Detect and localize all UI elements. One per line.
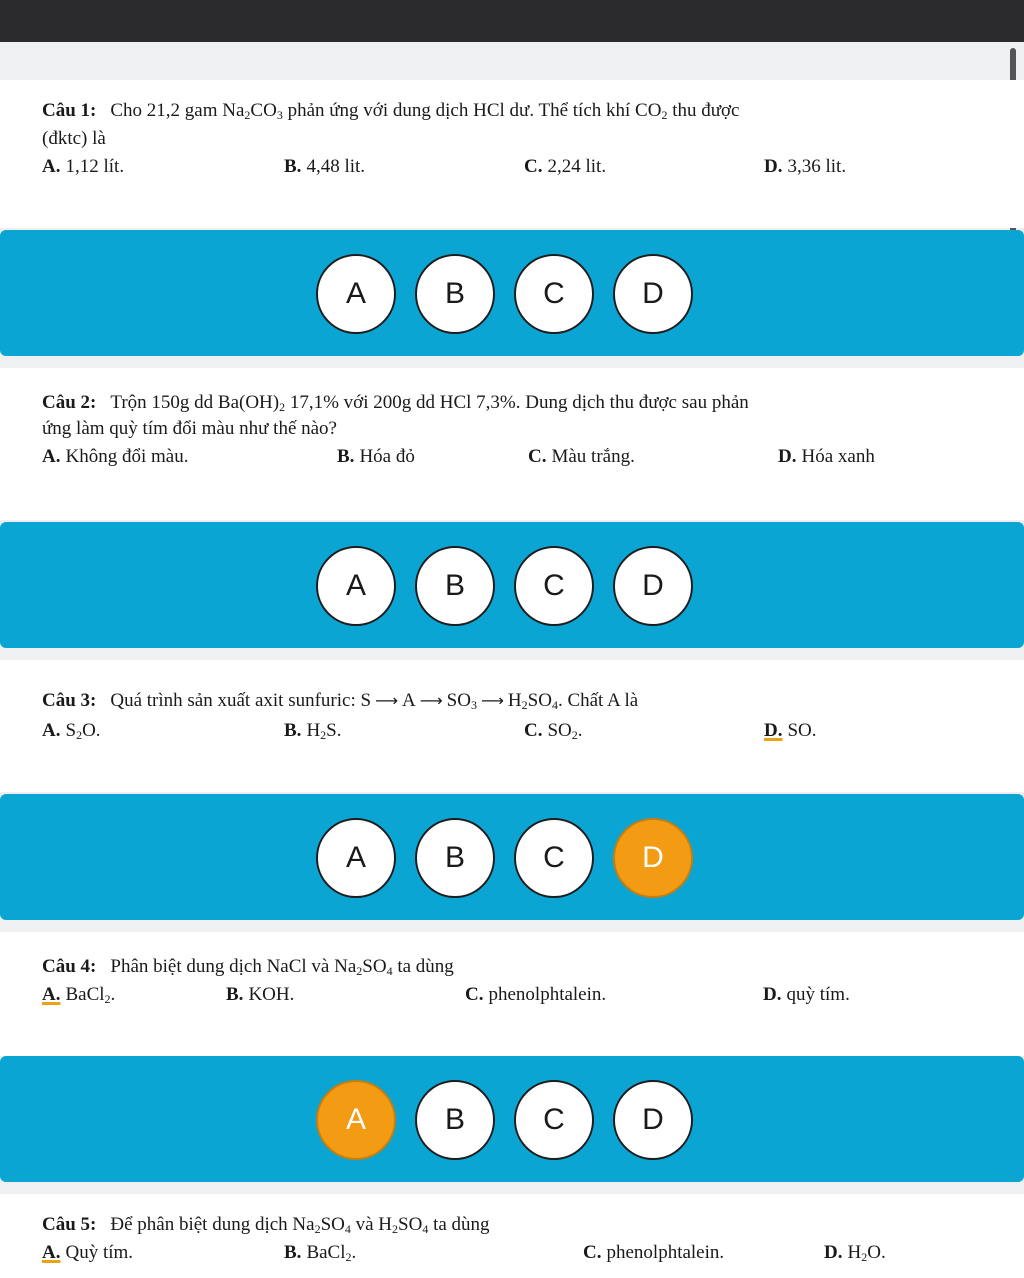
question-number: Câu 2:: [42, 392, 97, 413]
subscript: 2: [861, 1250, 868, 1264]
option-d: [824, 1242, 886, 1265]
option-text: KOH.: [248, 984, 295, 1005]
option-text: H: [847, 1242, 862, 1263]
option-letter: B.: [226, 984, 244, 1005]
top-spacer: [0, 42, 1024, 80]
question-text: SO: [362, 956, 387, 977]
question-text: . Chất A là: [557, 690, 639, 711]
question-text: SO: [527, 690, 552, 711]
option-text: 3,36 lit.: [787, 156, 847, 177]
option-a: [42, 156, 124, 178]
option-text: BaCl: [306, 1242, 346, 1263]
question-text: 17,1% với 200g dd HCl 7,3%. Dung dịch thu được sau phản: [285, 392, 749, 413]
subscript: 2: [76, 728, 83, 742]
option-text: 4,48 lit.: [306, 156, 366, 177]
option-a: [42, 720, 101, 743]
option-text: phenolphtalein.: [488, 984, 607, 1005]
answer-button-b[interactable]: B: [415, 818, 495, 898]
question-2-line-2: ứng làm quỳ tím đổi màu như thế nào?: [42, 418, 337, 439]
option-letter: A.: [42, 720, 61, 741]
question-text: CO: [250, 100, 277, 121]
answer-panel-1: [0, 230, 1024, 356]
question-1-line-1: [42, 100, 740, 123]
option-c: [465, 984, 606, 1006]
question-text: H: [507, 690, 522, 711]
answer-button-c[interactable]: C: [514, 818, 594, 898]
question-text: Cho 21,2 gam Na: [110, 100, 245, 121]
question-text: SO: [398, 1214, 423, 1235]
question-text: Trộn 150g dd Ba(OH): [110, 392, 280, 413]
question-text: và H: [350, 1214, 393, 1235]
option-letter: A.: [42, 446, 61, 467]
option-text: .: [351, 1242, 357, 1263]
answer-button-a[interactable]: A: [316, 546, 396, 626]
option-c: [528, 446, 635, 468]
answer-button-d[interactable]: D: [613, 254, 693, 334]
answer-button-b[interactable]: B: [415, 546, 495, 626]
option-a: [42, 1242, 133, 1264]
subscript: 4: [386, 964, 393, 978]
question-number: Câu 5:: [42, 1214, 97, 1235]
option-b: [284, 1242, 356, 1265]
answer-button-a[interactable]: A: [316, 254, 396, 334]
arrow-icon: ⟶: [375, 691, 398, 710]
subscript: 4: [551, 698, 558, 712]
answer-button-c[interactable]: C: [514, 1080, 594, 1160]
question-text: SO: [446, 690, 471, 711]
option-a: [42, 984, 115, 1007]
option-letter: D.: [764, 156, 783, 177]
option-letter: D.: [778, 446, 797, 467]
question-text: phản ứng với dung dịch HCl dư. Thể tích khí CO: [282, 100, 662, 121]
subscript: 4: [344, 1222, 351, 1236]
option-text: .: [110, 984, 116, 1005]
option-text: O.: [82, 720, 101, 741]
question-2-line-1: [42, 392, 749, 415]
answer-button-a[interactable]: A: [316, 818, 396, 898]
answer-button-d-selected[interactable]: D: [613, 818, 693, 898]
option-c: [524, 156, 606, 178]
option-b: [284, 156, 365, 178]
subscript: 2: [279, 400, 286, 414]
option-letter: B.: [284, 1242, 302, 1263]
subscript: 2: [571, 728, 578, 742]
option-letter: A.: [42, 1242, 61, 1263]
answer-button-b[interactable]: B: [415, 1080, 495, 1160]
option-letter: C.: [583, 1242, 602, 1263]
option-letter: A.: [42, 984, 61, 1005]
option-d: [778, 446, 875, 468]
option-text: 1,12 lít.: [65, 156, 125, 177]
option-text: Màu trắng.: [551, 446, 635, 467]
subscript: 3: [276, 108, 283, 122]
question-text: Quá trình sản xuất axit sunfuric: S: [110, 690, 372, 711]
subscript: 2: [345, 1250, 352, 1264]
option-text: phenolphtalein.: [606, 1242, 725, 1263]
answer-button-c[interactable]: C: [514, 546, 594, 626]
option-letter: B.: [284, 720, 302, 741]
answer-button-a-selected[interactable]: A: [316, 1080, 396, 1160]
question-4-line-1: [42, 956, 454, 979]
question-card-5: [0, 1194, 1024, 1278]
subscript: 2: [356, 964, 363, 978]
option-letter: D.: [763, 984, 782, 1005]
option-letter: C.: [524, 720, 543, 741]
subscript: 2: [314, 1222, 321, 1236]
option-text: quỳ tím.: [786, 984, 850, 1005]
subscript: 2: [521, 698, 528, 712]
question-text: Để phân biệt dung dịch Na: [110, 1214, 315, 1235]
option-text: Quỳ tím.: [65, 1242, 134, 1263]
option-letter: D.: [824, 1242, 843, 1263]
question-card-2: [0, 368, 1024, 520]
question-3-line-1: [42, 690, 638, 713]
question-number: Câu 1:: [42, 100, 97, 121]
option-text: Hóa đỏ: [359, 446, 415, 467]
option-text: 2,24 lit.: [547, 156, 607, 177]
question-number: Câu 4:: [42, 956, 97, 977]
option-text: SO: [547, 720, 572, 741]
option-letter: C.: [524, 156, 543, 177]
option-text: BaCl: [65, 984, 105, 1005]
option-b: [226, 984, 294, 1006]
subscript: 2: [320, 728, 327, 742]
option-b: [284, 720, 342, 743]
subscript: 2: [104, 992, 111, 1006]
arrow-icon: ⟶: [480, 691, 504, 710]
option-letter: C.: [465, 984, 484, 1005]
question-5-line-1: [42, 1214, 490, 1237]
arrow-icon: ⟶: [419, 691, 443, 710]
option-d: [764, 156, 846, 178]
question-text: SO: [320, 1214, 345, 1235]
option-text: SO.: [787, 720, 817, 741]
question-card-1: [0, 80, 1024, 228]
answer-button-c[interactable]: C: [514, 254, 594, 334]
answer-button-d[interactable]: D: [613, 1080, 693, 1160]
option-letter: C.: [528, 446, 547, 467]
question-number: Câu 3:: [42, 690, 97, 711]
option-text: S: [65, 720, 77, 741]
question-card-4: [0, 932, 1024, 1056]
option-c: [524, 720, 583, 743]
question-1-line-2: (đktc) là: [42, 128, 106, 149]
option-text: H: [306, 720, 321, 741]
option-text: Không đổi màu.: [65, 446, 189, 467]
option-text: S.: [326, 720, 342, 741]
top-bar: [0, 0, 1024, 42]
option-d: [763, 984, 850, 1006]
option-text: .: [577, 720, 583, 741]
subscript: 2: [661, 108, 668, 122]
answer-panel-4: [0, 1056, 1024, 1182]
option-b: [337, 446, 415, 468]
question-text: A: [402, 690, 416, 711]
subscript: 2: [244, 108, 251, 122]
subscript: 2: [392, 1222, 399, 1236]
option-c: [583, 1242, 724, 1264]
subscript: 4: [422, 1222, 429, 1236]
question-text: thu được: [667, 100, 740, 121]
option-letter: B.: [337, 446, 355, 467]
option-d: [764, 720, 817, 742]
option-letter: D.: [764, 720, 783, 741]
subscript: 3: [470, 698, 477, 712]
question-card-3: [0, 660, 1024, 792]
answer-panel-3: [0, 794, 1024, 920]
question-text: Phân biệt dung dịch NaCl và Na: [110, 956, 357, 977]
option-a: [42, 446, 188, 468]
option-text: Hóa xanh: [801, 446, 875, 467]
option-letter: A.: [42, 156, 61, 177]
question-text: ta dùng: [392, 956, 454, 977]
question-text: ta dùng: [428, 1214, 490, 1235]
option-text: O.: [867, 1242, 886, 1263]
answer-button-d[interactable]: D: [613, 546, 693, 626]
answer-button-b[interactable]: B: [415, 254, 495, 334]
answer-panel-2: [0, 522, 1024, 648]
option-letter: B.: [284, 156, 302, 177]
